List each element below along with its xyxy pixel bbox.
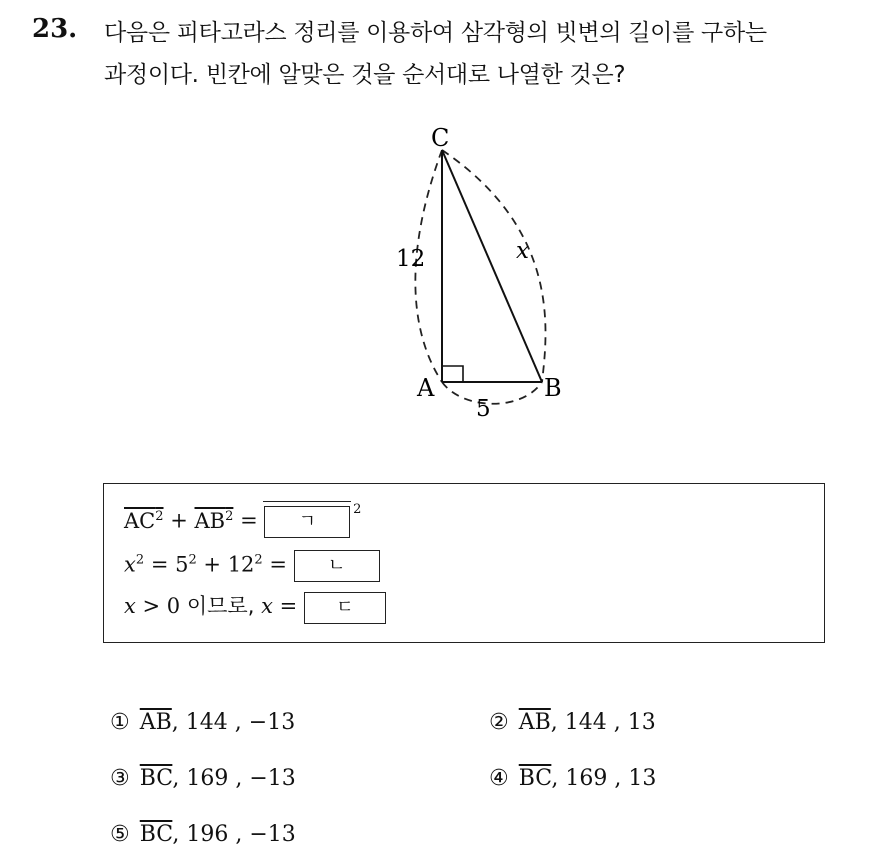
equals-sign: = bbox=[279, 594, 298, 618]
equals-sign: = bbox=[240, 508, 258, 533]
choice-5[interactable] bbox=[110, 822, 296, 847]
question-text-line-1: 다음은 피타고라스 정리를 이용하여 삼각형의 빗변의 길이를 구하는 bbox=[104, 20, 767, 46]
vertex-a-label: A bbox=[417, 374, 435, 402]
term-5: = 5 bbox=[150, 552, 189, 577]
vertex-b-label: B bbox=[544, 374, 562, 402]
choice-2-value-2: , 13 bbox=[613, 710, 656, 735]
choice-3-segment: $\overline{BC}$ bbox=[139, 766, 173, 791]
solution-box bbox=[103, 483, 825, 643]
choice-3-value-2: , −13 bbox=[235, 766, 296, 791]
box-line-2: $x^2 = 5^2 + 12^2$ = ㄴ bbox=[124, 550, 380, 582]
vertex-c-label: C bbox=[431, 124, 450, 152]
choice-2-value-1: , 144 bbox=[550, 710, 607, 735]
side-bc-line bbox=[442, 150, 542, 382]
choice-4-value-2: , 13 bbox=[614, 766, 657, 791]
gt-zero: > 0 bbox=[142, 594, 181, 618]
blank-c: ㄷ bbox=[304, 592, 386, 624]
choice-2-mark: ② bbox=[489, 710, 509, 735]
right-angle-mark bbox=[442, 366, 463, 382]
segment-ac: $AC^2$ bbox=[124, 508, 164, 533]
side-bc-label: x bbox=[516, 238, 529, 264]
choice-1-value-1: , 144 bbox=[171, 710, 228, 735]
choice-5-value-1: , 196 bbox=[172, 822, 229, 847]
choice-5-mark: ⑤ bbox=[110, 822, 130, 847]
side-ab-label: 5 bbox=[476, 396, 491, 422]
box-line-1 bbox=[124, 502, 362, 538]
choice-1-value-2: , −13 bbox=[234, 710, 296, 735]
box-line-3 bbox=[124, 590, 386, 624]
segment-ab: $AB^2$ bbox=[194, 508, 234, 533]
choice-4[interactable] bbox=[489, 766, 656, 791]
var-x: x bbox=[124, 552, 136, 577]
plus-sign: + bbox=[170, 508, 188, 533]
blank-a: ㄱ 2 bbox=[264, 506, 350, 538]
question-text-line-2: 과정이다. 빈칸에 알맞은 것을 순서대로 나열한 것은? bbox=[104, 62, 626, 88]
var-x: x bbox=[261, 594, 273, 618]
choice-1-segment: $\overline{AB}$ bbox=[139, 710, 172, 735]
choice-4-segment: $\overline{BC}$ bbox=[518, 766, 552, 791]
choice-2[interactable] bbox=[489, 710, 656, 735]
choice-4-value-1: , 169 bbox=[551, 766, 608, 791]
question-number: 23. bbox=[32, 14, 78, 44]
choice-3-value-1: , 169 bbox=[172, 766, 229, 791]
var-x: x bbox=[124, 594, 136, 618]
term-12: + 12 bbox=[203, 552, 255, 577]
choice-5-segment: $\overline{BC}$ bbox=[139, 822, 173, 847]
choice-4-mark: ④ bbox=[489, 766, 509, 791]
equals-sign: = bbox=[269, 552, 287, 577]
therefore-word: 이므로, bbox=[186, 594, 255, 618]
choice-3[interactable] bbox=[110, 766, 296, 791]
blank-b: ㄴ bbox=[294, 550, 380, 582]
side-ac-label: 12 bbox=[396, 246, 426, 272]
choice-3-mark: ③ bbox=[110, 766, 130, 791]
choice-1[interactable] bbox=[110, 710, 295, 735]
arc-ab bbox=[442, 382, 542, 404]
choice-5-value-2: , −13 bbox=[235, 822, 296, 847]
choice-2-segment: $\overline{AB}$ bbox=[518, 710, 551, 735]
choice-1-mark: ① bbox=[110, 710, 130, 735]
